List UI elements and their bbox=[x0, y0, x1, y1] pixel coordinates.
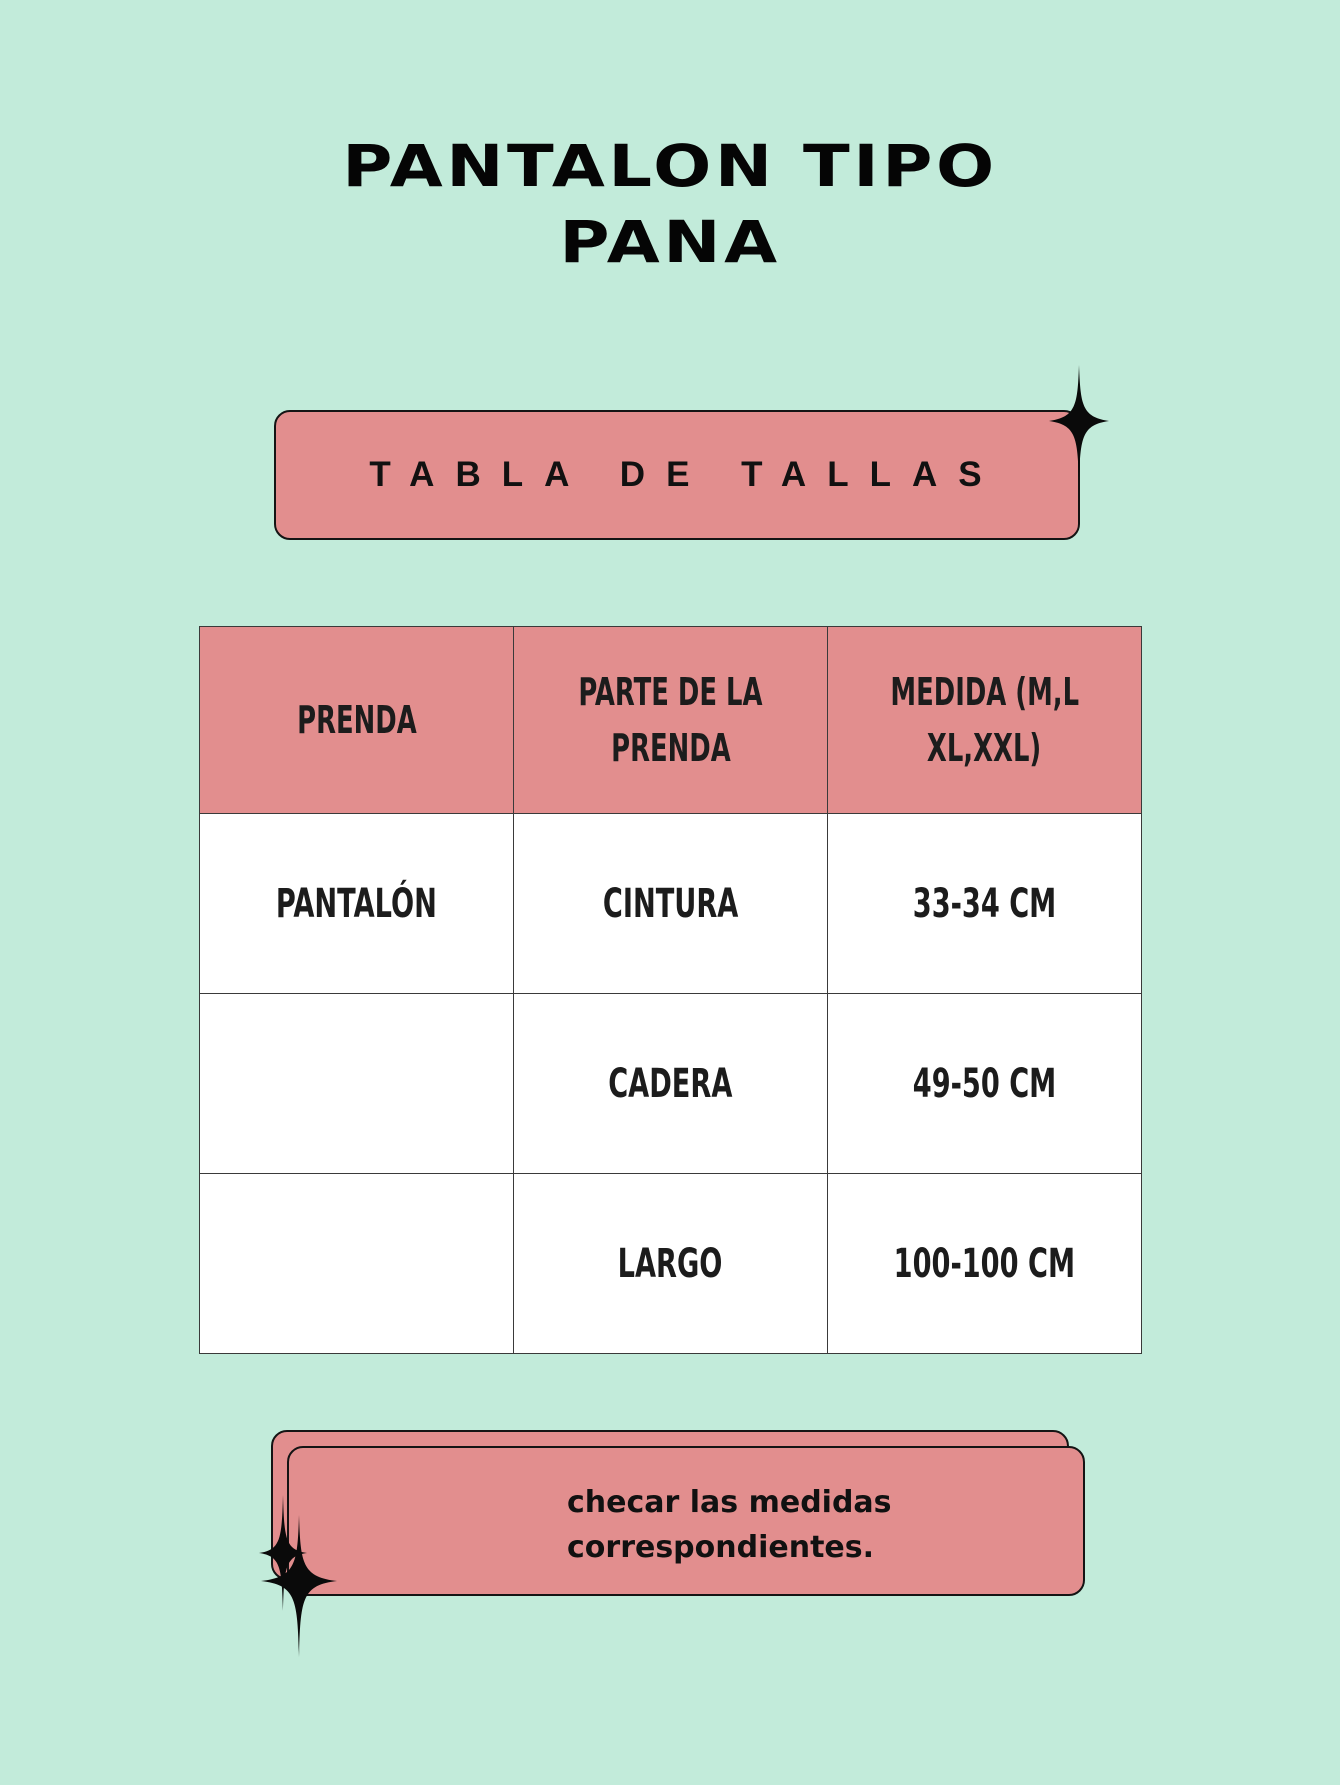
note-card bbox=[287, 1446, 1085, 1596]
header-medida bbox=[828, 627, 1142, 814]
cell-parte-text: CINTURA bbox=[602, 880, 739, 927]
cell-medida-text: 100-100 CM bbox=[893, 1240, 1076, 1287]
note-line-1: checar las medidas bbox=[567, 1485, 892, 1520]
cell-medida bbox=[828, 814, 1142, 994]
title-line-1: PANTALON TIPO bbox=[342, 132, 998, 200]
title-line-2: PANA bbox=[559, 208, 781, 276]
table-row bbox=[200, 994, 1142, 1174]
cell-prenda bbox=[200, 814, 514, 994]
cell-medida bbox=[828, 994, 1142, 1174]
size-chart-banner bbox=[274, 410, 1080, 540]
header-prenda bbox=[200, 627, 514, 814]
header-parte bbox=[514, 627, 828, 814]
size-table bbox=[199, 626, 1142, 1354]
cell-parte-text: CADERA bbox=[608, 1060, 733, 1107]
cell-medida bbox=[828, 1174, 1142, 1354]
cell-parte bbox=[514, 814, 828, 994]
header-medida-line-2: XL,XXL) bbox=[927, 726, 1042, 770]
double-sparkle-icon bbox=[245, 1495, 340, 1657]
banner-label: TABLA DE TALLAS bbox=[369, 455, 1003, 494]
header-prenda-text: PRENDA bbox=[296, 698, 417, 742]
cell-parte bbox=[514, 1174, 828, 1354]
sparkle-icon bbox=[1049, 365, 1109, 481]
header-parte-line-1: PARTE DE LA bbox=[578, 670, 763, 714]
cell-prenda-text: PANTALÓN bbox=[275, 880, 437, 927]
cell-parte-text: LARGO bbox=[618, 1240, 723, 1287]
note-line-2: correspondientes. bbox=[567, 1530, 875, 1565]
table-header-row bbox=[200, 627, 1142, 814]
cell-prenda bbox=[200, 1174, 514, 1354]
cell-medida-text: 49-50 CM bbox=[912, 1060, 1057, 1107]
table-row bbox=[200, 814, 1142, 994]
cell-prenda bbox=[200, 994, 514, 1174]
cell-medida-text: 33-34 CM bbox=[912, 880, 1057, 927]
table-row bbox=[200, 1174, 1142, 1354]
page-title bbox=[0, 128, 1340, 280]
cell-parte bbox=[514, 994, 828, 1174]
header-parte-line-2: PRENDA bbox=[610, 726, 731, 770]
note-text bbox=[567, 1480, 1047, 1570]
header-medida-line-1: MEDIDA (M,L bbox=[890, 670, 1079, 714]
